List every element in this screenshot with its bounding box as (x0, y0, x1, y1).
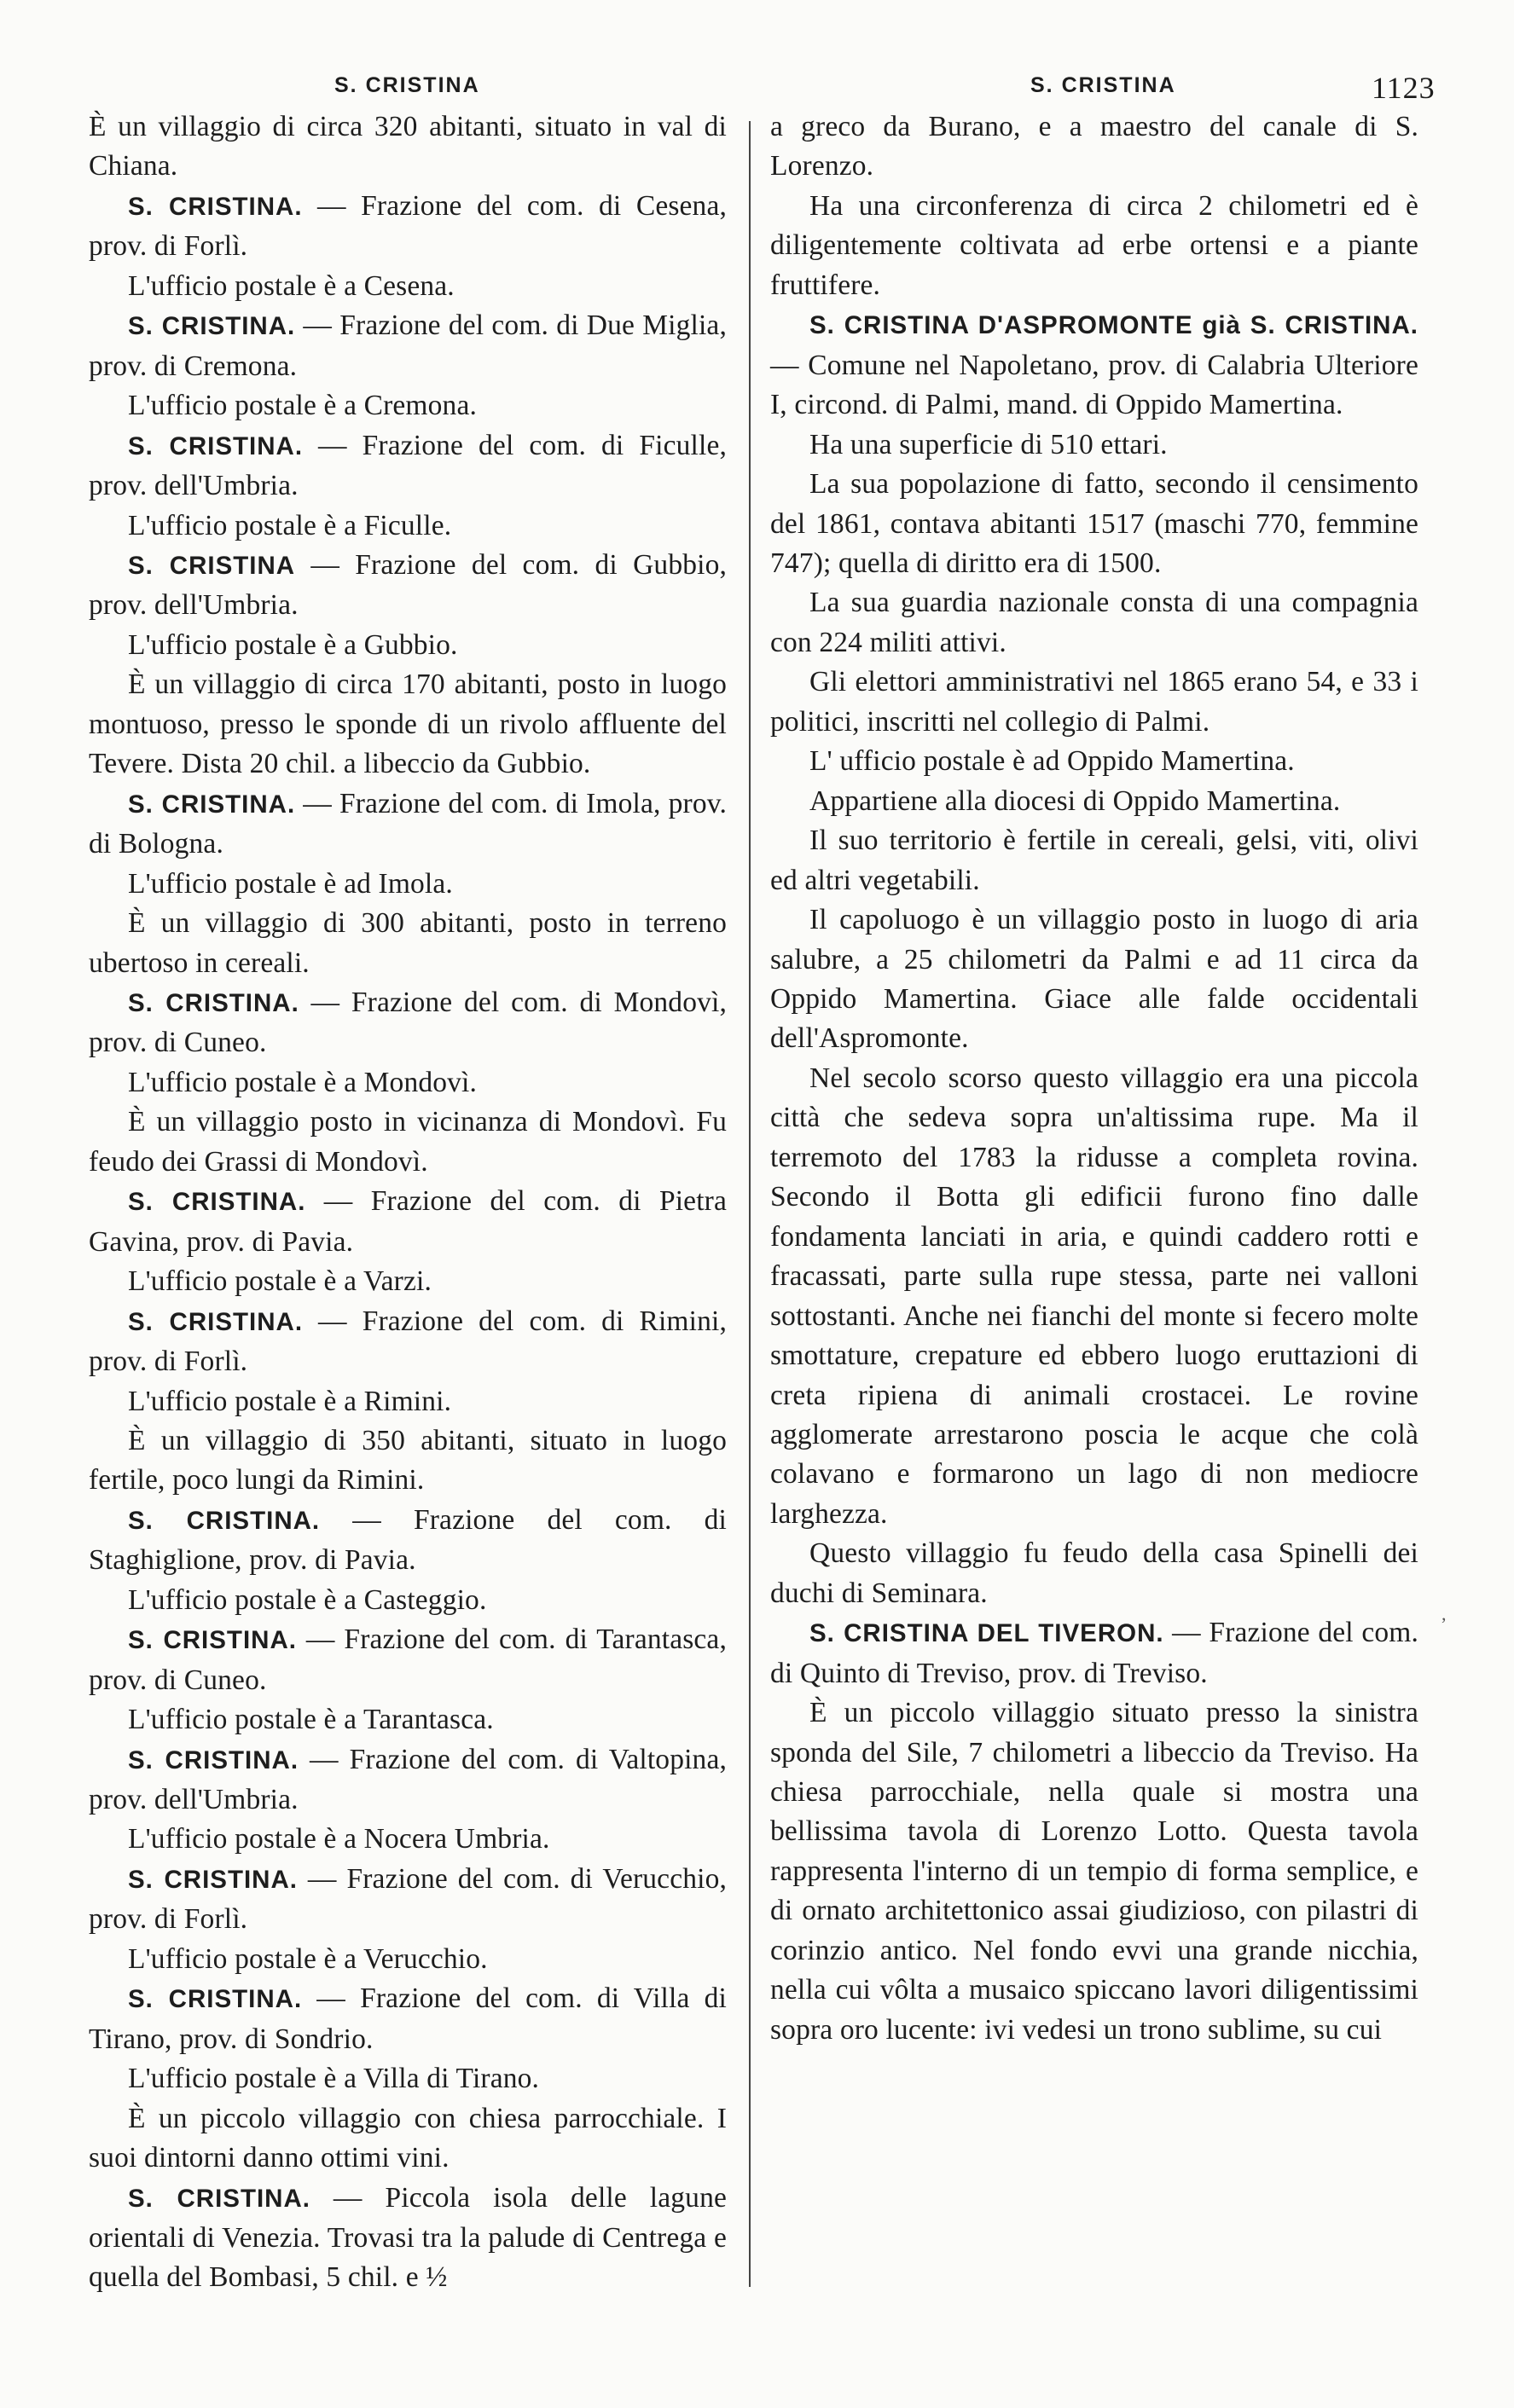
entry-headword: S. CRISTINA. (128, 1506, 321, 1535)
running-header-right: S. CRISTINA (1030, 73, 1176, 97)
entry-text: — Frazione del com. di Valtopina, prov. dell'Umbria. (89, 1743, 727, 1816)
gazetteer-entry (89, 1182, 727, 1262)
paragraph (89, 386, 727, 425)
paragraph (770, 782, 1418, 821)
entry-headword: S. CRISTINA. (128, 1307, 304, 1336)
entry-text: L'ufficio postale è a Cremona. (128, 390, 477, 422)
entry-text: Appartiene alla diocesi di Oppido Mamertina. (809, 784, 1341, 817)
entry-text: L'ufficio postale è a Gubbio. (128, 628, 458, 661)
entry-headword: S. CRISTINA DEL TIVERON. (809, 1619, 1164, 1648)
paragraph (770, 465, 1418, 583)
entry-text: È un villaggio posto in vicinanza di Mondovì. Fu feudo dei Grassi di Mondovì. (89, 1106, 727, 1178)
paragraph (89, 626, 727, 665)
entry-text: — Frazione del com. di Verucchio, prov. di Forlì. (89, 1862, 727, 1936)
paragraph (89, 1820, 727, 1859)
paragraph (89, 1700, 727, 1739)
entry-text: L'ufficio postale è a Nocera Umbria. (128, 1823, 550, 1855)
gazetteer-entry (89, 1302, 727, 1382)
paragraph (770, 821, 1418, 900)
gazetteer-entry (89, 2179, 727, 2298)
paragraph-continuation (89, 107, 727, 187)
gazetteer-entry (770, 1613, 1418, 1693)
paragraph (89, 1581, 727, 1620)
entry-headword: S. CRISTINA. (128, 790, 296, 819)
entry-text: — Frazione del com. di Tarantasca, prov. di Cuneo. (89, 1624, 727, 1696)
entry-text: Il suo territorio è fertile in cereali, gelsi, viti, olivi ed altri vegetabili. (770, 825, 1418, 896)
paragraph (770, 187, 1418, 305)
entry-text: L'ufficio postale è ad Imola. (128, 867, 453, 900)
gazetteer-entry (89, 1620, 727, 1700)
gazetteer-entry (89, 1860, 727, 1940)
paragraph (770, 425, 1418, 465)
entry-headword: S. CRISTINA. (128, 1865, 298, 1894)
paragraph (89, 1940, 727, 1979)
entry-headword: S. CRISTINA. (128, 192, 303, 221)
entry-text: — Frazione del com. di Villa di Tirano, prov. di Sondrio. (89, 1983, 727, 2055)
entry-text: Ha una superficie di 510 ettari. (809, 428, 1168, 460)
column-divider (749, 121, 751, 2287)
paragraph (770, 742, 1418, 781)
entry-text: — Frazione del com. di Gubbio, prov. dell'Umbria. (89, 548, 727, 622)
entry-headword: S. CRISTINA. (128, 431, 304, 460)
entry-text: È un villaggio di circa 170 abitanti, posto in luogo montuoso, presso le sponde di un rivolo affluente del Tevere. Dista 20 chil. a libeccio da Gubbio. (89, 669, 727, 780)
entry-text: È un villaggio di circa 320 abitanti, situato in val di Chiana. (89, 111, 727, 182)
entry-headword: S. CRISTINA. (128, 1985, 303, 2014)
entry-text: — Frazione del com. di Imola, prov. di Bologna. (89, 787, 727, 860)
entry-text: La sua guardia nazionale consta di una compagnia con 224 militi attivi. (770, 587, 1418, 658)
entry-text: a greco da Burano, e a maestro del canale di S. Lorenzo. (770, 111, 1418, 182)
paragraph (89, 267, 727, 306)
left-column (89, 107, 727, 2298)
entry-text: — Frazione del com. di Due Miglia, prov. di Cremona. (89, 310, 727, 382)
paragraph (770, 663, 1418, 742)
gazetteer-entry (89, 546, 727, 626)
paragraph (89, 865, 727, 904)
entry-headword: S. CRISTINA. (128, 1626, 297, 1655)
entry-text: — Frazione del com. di Mondovì, prov. di Cuneo. (89, 986, 727, 1059)
entry-text: Ha una circonferenza di circa 2 chilometri ed è diligentemente coltivata ad erbe ortensi e a piante fruttifere. (770, 189, 1418, 301)
entry-text: Nel secolo scorso questo villaggio era una piccola città che sedeva sopra un'altissima rupe. Ma il terremoto del 1783 la ridusse a completa rovina. Secondo il Botta gli edificii furono fino dalle fondamenta lanciati in aria, e quindi caddero rotti e fracassati, parte sulla rupe stessa, parte nei valloni sottostanti. Anche nei fianchi del monte si fecero molte smottature, crepature ed ebbero luogo eruttazioni di creta ripiena di animali crostacei. Le rovine agglomerate arrestarono poscia le acque che colà colavano e formarono un lago di non mediocre larghezza. (770, 1062, 1418, 1530)
entry-text: È un piccolo villaggio con chiesa parrocchiale. I suoi dintorni danno ottimi vini. (89, 2102, 727, 2174)
entry-text: La sua popolazione di fatto, secondo il censimento del 1861, contava abitanti 1517 (maschi 770, femmine 747); quella di diritto era di 1500. (770, 468, 1418, 579)
entry-headword: S. CRISTINA (128, 551, 296, 580)
paragraph (89, 1382, 727, 1421)
entry-text: È un piccolo villaggio situato presso la sinistra sponda del Sile, 7 chilometri a libeccio da Treviso. Ha chiesa parrocchiale, nella quale si mostra una bellissima tavola di Lorenzo Lotto. Questa tavola rappresenta l'interno di un tempio di forma semplice, e di ornato architettonico assai giudizioso, con pilastri di corinzio antico. Nel fondo evvi una grande nicchia, nella cui vôlta a musaico spiccano lavori diligentissimi sopra oro lucente: ivi vedesi un trono sublime, su cui (770, 1697, 1418, 2046)
entry-text: L'ufficio postale è a Casteggio. (128, 1583, 487, 1616)
gazetteer-entry (770, 305, 1418, 425)
paragraph (89, 2099, 727, 2179)
entry-text: L'ufficio postale è a Tarantasca. (128, 1704, 494, 1736)
entry-text: È un villaggio di 300 abitanti, posto in terreno ubertoso in cereali. (89, 907, 727, 979)
running-header-left: S. CRISTINA (334, 73, 480, 97)
margin-mark: , (1441, 1603, 1447, 1624)
entry-text: — Frazione del com. di Staghiglione, prov. di Pavia. (89, 1503, 728, 1577)
gazetteer-entry (89, 784, 727, 865)
entry-text: L'ufficio postale è a Verucchio. (128, 1942, 488, 1975)
entry-text: L'ufficio postale è a Rimini. (128, 1385, 452, 1417)
entry-text: — Comune nel Napoletano, prov. di Calabria Ulteriore I, circond. di Palmi, mand. di Oppido Mamertina. (770, 349, 1418, 421)
entry-text: — Frazione del com. di Rimini, prov. di Forlì. (89, 1305, 727, 1378)
entry-text: È un villaggio di 350 abitanti, situato in luogo fertile, poco lungi da Rimini. (89, 1424, 727, 1496)
entry-text: L' ufficio postale è ad Oppido Mamertina. (809, 745, 1295, 778)
entry-headword: S. CRISTINA. (128, 2184, 310, 2213)
entry-text: L'ufficio postale è a Villa di Tirano. (128, 2063, 540, 2095)
entry-text: Gli elettori amministrativi nel 1865 erano 54, e 33 i politici, inscritti nel collegio di Palmi. (770, 666, 1418, 738)
paragraph (770, 1059, 1418, 1534)
paragraph (89, 665, 727, 784)
right-column (770, 107, 1418, 2050)
entry-text: — Frazione del com. di Pietra Gavina, prov. di Pavia. (89, 1185, 727, 1258)
gazetteer-entry (89, 1979, 727, 2059)
entry-headword: S. CRISTINA. (128, 988, 299, 1017)
paragraph (89, 506, 727, 546)
entry-text: L'ufficio postale è a Varzi. (128, 1265, 432, 1298)
entry-text: — Frazione del com. di Ficulle, prov. dell'Umbria. (89, 429, 727, 502)
paragraph (770, 583, 1418, 663)
gazetteer-entry (89, 426, 727, 506)
paragraph-continuation (770, 107, 1418, 187)
gazetteer-entry (89, 1740, 727, 1820)
entry-text: — Frazione del com. di Quinto di Treviso, prov. di Treviso. (770, 1617, 1418, 1689)
entry-text: L'ufficio postale è a Ficulle. (128, 509, 452, 541)
paragraph (89, 1421, 727, 1501)
paragraph (770, 1693, 1418, 2050)
entry-headword: S. CRISTINA D'ASPROMONTE già S. CRISTINA. (809, 311, 1418, 340)
page-number: 1123 (1372, 71, 1436, 105)
entry-text: — Piccola isola delle lagune orientali di Venezia. Trovasi tra la palude di Centrega e quella del Bombasi, 5 chil. e ½ (89, 2181, 727, 2294)
entry-text: — Frazione del com. di Cesena, prov. di Forlì. (89, 189, 727, 263)
paragraph (89, 1103, 727, 1182)
entry-text: Il capoluogo è un villaggio posto in luogo di aria salubre, a 25 chilometri da Palmi e ad 11 circa da Oppido Mamertina. Giace alle falde occidentali dell'Aspromonte. (770, 904, 1418, 1055)
paragraph (89, 904, 727, 983)
gazetteer-entry (89, 1501, 727, 1581)
gazetteer-entry (89, 983, 727, 1063)
entry-text: L'ufficio postale è a Cesena. (128, 269, 455, 302)
entry-text: Questo villaggio fu feudo della casa Spinelli dei duchi di Seminara. (770, 1537, 1418, 1609)
entry-headword: S. CRISTINA. (128, 1188, 306, 1217)
paragraph (89, 1063, 727, 1103)
gazetteer-entry (89, 187, 727, 267)
paragraph (89, 1262, 727, 1301)
gazetteer-entry (89, 306, 727, 386)
paragraph (89, 2059, 727, 2098)
entry-headword: S. CRISTINA. (128, 312, 296, 341)
entry-text: L'ufficio postale è a Mondovì. (128, 1066, 478, 1098)
paragraph (770, 1534, 1418, 1613)
paragraph (770, 900, 1418, 1059)
entry-headword: S. CRISTINA. (128, 1745, 299, 1774)
